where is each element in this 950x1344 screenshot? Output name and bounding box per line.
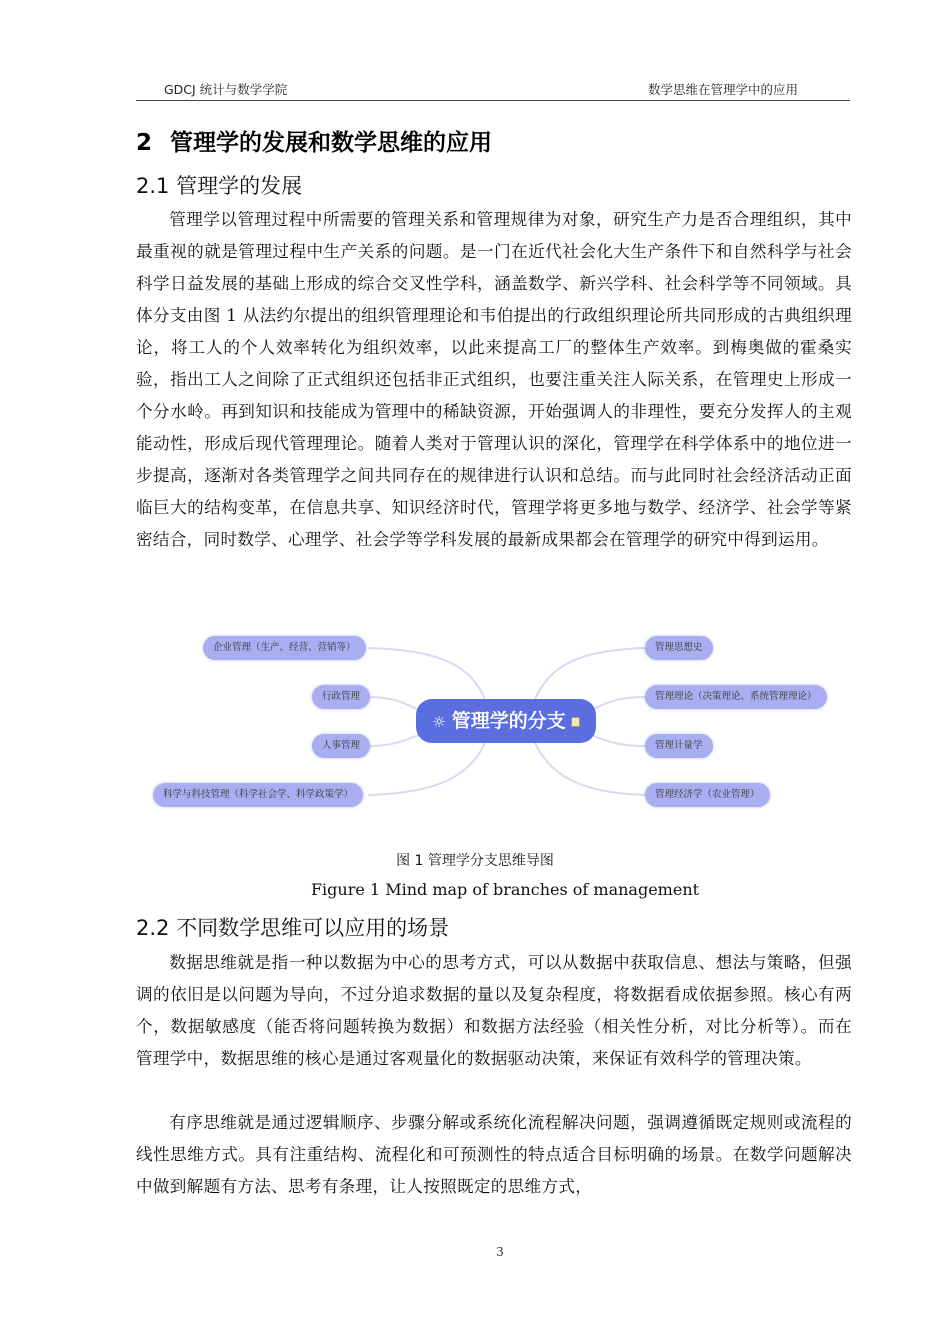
mind-map-center-node: ☼ 管理学的分支 [416, 699, 596, 743]
branch-personnel-management: 人事管理 [312, 734, 370, 758]
figure-caption-en: Figure 1 Mind map of branches of management [310, 880, 700, 899]
note-icon [571, 717, 580, 727]
section-title: 管理学的发展和数学思维的应用 [170, 130, 492, 156]
mind-map-figure [140, 625, 840, 820]
branch-management-thought-history: 管理思想史 [645, 636, 713, 660]
branch-administrative-management: 行政管理 [312, 685, 370, 709]
section-number: 2 [136, 130, 153, 156]
paragraph-management-development: 管理学以管理过程中所需要的管理关系和管理规律为对象，研究生产力是否合理组织，其中最重视的就是管理过程中生产关系的问题。是一门在近代社会化大生产条件下和自然科学与社会科学日益发展的基础上形成的综合交叉性学科，涵盖数学、新兴学科、社会科学等不同领域。具体分支由图 1 从法约尔提出的组织管理理论和韦伯提出的行政组织理论所共同形成的古典组织理论，将工人的个人效率转化为组织效率，以此来提高工厂的整体生产效率。到梅奥做的霍桑实验，指出工人之间除了正式组织还包括非正式组织，也要注重关注人际关系，在管理史上形成一个分水岭。再到知识和技能成为管理中的稀缺资源，开始强调人的非理性，要充分发挥人的主观能动性，形成后现代管理理论。随着人类对于管理认识的深化，管理学在科学体系中的地位进一步提高，逐渐对各类管理学之间共同存在的规律进行认识和总结。而与此同时社会经济活动正面临巨大的结构变革，在信息共享、知识经济时代，管理学将更多地与数学、经济学、社会学等紧密结合，同时数学、心理学、社会学等学科发展的最新成果都会在管理学的研究中得到运用。 [136, 210, 852, 549]
branch-science-technology-management: 科学与科技管理（科学社会学、科学政策学） [153, 783, 363, 807]
paragraph-data-thinking: 数据思维就是指一种以数据为中心的思考方式，可以从数据中获取信息、想法与策略，但强调的依旧是以问题为导向，不过分追求数据的量以及复杂程度，将数据看成依据参照。核心有两个，数据敏感度（能否将问题转换为数据）和数据方法经验（相关性分析，对比分析等）。而在管理学中，数据思维的核心是通过客观量化的数据驱动决策，来保证有效科学的管理决策。 [136, 953, 852, 1068]
branch-management-theory: 管理理论（决策理论、系统管理理论） [645, 685, 827, 709]
page-header [136, 76, 850, 101]
header-left: GDCJ 统计与数学学院 [164, 82, 288, 97]
branch-management-metrology: 管理计量学 [645, 734, 713, 758]
lightbulb-icon: ☼ [432, 713, 446, 731]
figure-caption-cn: 图 1 管理学分支思维导图 [396, 853, 554, 869]
branch-enterprise-management: 企业管理（生产、经营、营销等） [203, 636, 366, 660]
subsection-heading-2-2: 2.2 不同数学思维可以应用的场景 [136, 916, 450, 940]
paragraph-ordered-thinking: 有序思维就是通过逻辑顺序、步骤分解或系统化流程解决问题，强调遵循既定规则或流程的线性思维方式。具有注重结构、流程化和可预测性的特点适合目标明确的场景。在数学问题解决中做到解题有方法、思考有条理，让人按照既定的思维方式， [136, 1113, 852, 1196]
page-number: 3 [496, 1245, 504, 1259]
subsection-heading-2-1: 2.1 管理学的发展 [136, 174, 303, 198]
section-heading [136, 124, 492, 157]
branch-management-economics: 管理经济学（农业管理） [645, 783, 770, 807]
header-right: 数学思维在管理学中的应用 [647, 82, 798, 97]
